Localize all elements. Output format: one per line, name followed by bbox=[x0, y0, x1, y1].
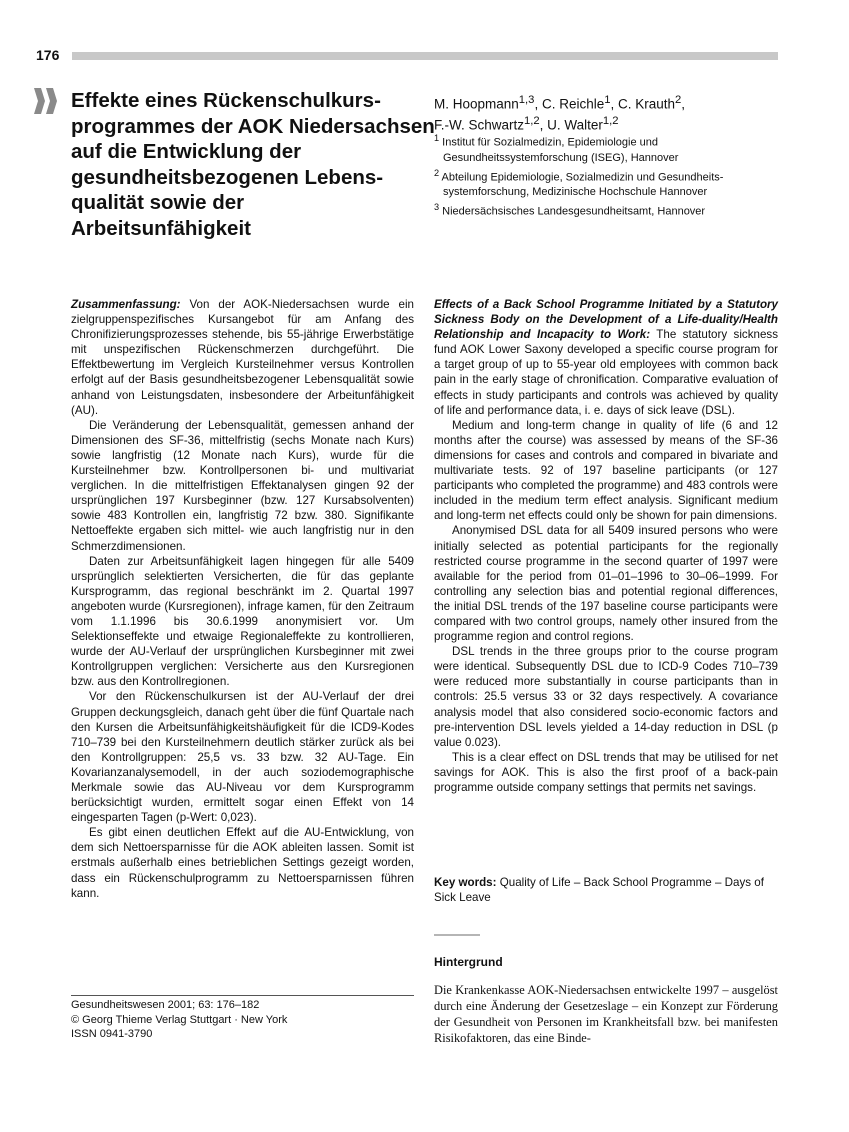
english-title: Effects of a Back School Programme Initiated by a Statutory Sickness Body on the Development of a Life-duality/Health Relationship and Incapacity to Work: bbox=[434, 298, 778, 342]
article-title bbox=[71, 88, 435, 241]
abstract-text: Von der AOK-Niedersachsen wurde ein zielgruppenspezifisches Kursangebot für am Anfang des Chronifizierungsprozesses stehende, bis 55-jährige Erwerbstätige mit unspezifischen Rückenschmerzen durchgeführt. Die Effektbewertung im Vergleich Kursteilnehmer versus Kontrollen erfolgt auf der Basis gesundheitsbezogener Lebensqualität sowie anhand von Leistungsdaten, insbesondere der Arbeitunfähigkeit (AU). bbox=[71, 298, 414, 417]
citation-issn: ISSN 0941-3790 bbox=[71, 1028, 153, 1040]
page-number: 176 bbox=[36, 47, 60, 63]
citation-publisher: © Georg Thieme Verlag Stuttgart · New York bbox=[71, 1013, 288, 1026]
title-line: auf die Entwicklung der bbox=[71, 140, 302, 163]
abstract-english bbox=[434, 297, 778, 795]
affiliation-text: Niedersächsisches Landesgesundheitsamt, Hannover bbox=[442, 205, 706, 218]
abstract-paragraph: Anonymised DSL data for all 5409 insured persons who were initially selected as potential participants for the regionally restricted course programme in the second quarter of 1997 were available for the period from 01–01–1996 to 30–06–1999. For controlling any selection bias and potential regional differences, the initial DSL trends of the 197 baseline course participants were compared with two control groups, namely other insured from the programme region and control regions. bbox=[434, 524, 778, 644]
abstract-paragraph: Daten zur Arbeitsunfähigkeit lagen hingegen für alle 5409 ursprünglich selektierten Versicherten, die für das geplante Kursprogramm, das regional beschränkt im 2. Quartal 1997 angeboten wurde (Kursregionen), infrage kamen, für den Zeitraum vom 1.1.1996 bis 30.6.1999 anonymisiert vor. Um Selektionseffekte und etwaige Regionaleffekte zu kontrollieren, wurde der AU-Verlauf der ursprünglichen Kursbeginner mit zwei Kontrollgruppen verglichen: Versicherte aus den Kursregionen bzw. aus den Kontrollregionen. bbox=[71, 554, 414, 689]
keywords-text: Quality of Life – Back School Programme – Days of Sick Leave bbox=[434, 876, 764, 905]
author-affil-ref: 1,3 bbox=[518, 94, 535, 106]
header-rule bbox=[72, 52, 778, 60]
section-rule bbox=[434, 934, 480, 936]
affiliation-number: 2 bbox=[434, 167, 440, 178]
author-affil-ref: 1,2 bbox=[524, 114, 540, 127]
author-name: , C. Reichle bbox=[534, 96, 605, 112]
keywords bbox=[434, 875, 778, 905]
affiliation-list bbox=[434, 131, 794, 220]
title-line: programmes der AOK Niedersachsen bbox=[71, 114, 435, 138]
affiliation-text: Abteilung Epidemiologie, Sozialmedizin und Gesundheits- bbox=[441, 171, 724, 184]
author-affil-ref: 1 bbox=[604, 94, 611, 106]
author-list bbox=[434, 92, 794, 133]
affiliation bbox=[434, 131, 794, 151]
author-line bbox=[434, 113, 794, 134]
abstract-text: The statutory sickness fund AOK Lower Saxony developed a specific course program for a target group of up to 55-year old employees with common back pain in the early stage of chronification. Comparative evaluation of effects in study participants and controls was achieved by quality of life and performance data, i. e. days of sick leave (DSL). bbox=[434, 328, 779, 417]
affiliation bbox=[434, 166, 794, 186]
double-chevron-icon bbox=[34, 88, 60, 114]
abstract-paragraph bbox=[71, 297, 414, 418]
abstract-paragraph bbox=[434, 297, 778, 418]
affiliation bbox=[434, 200, 794, 220]
section-heading: Hintergrund bbox=[434, 955, 503, 969]
keywords-label: Key words: bbox=[434, 876, 497, 889]
author-line bbox=[434, 92, 794, 113]
abstract-german bbox=[71, 297, 414, 901]
citation-rule bbox=[71, 995, 414, 996]
abstract-paragraph: Es gibt einen deutlichen Effekt auf die AU-Entwicklung, von dem sich Nettoersparnisse für die AOK ableiten lassen. Somit ist erstmals außerhalb eines betrieblichen Settings gezeigt worden, dass ein Rückenschulprogramm zu Nettoersparnissen führen kann. bbox=[71, 826, 414, 900]
affiliation-continuation: systemforschung, Medizinische Hochschule Hannover bbox=[443, 186, 708, 199]
abstract-paragraph: This is a clear effect on DSL trends that may be utilised for net savings for AOK. This is also the first proof of a back-pain programme outside company settings that permits net savings. bbox=[434, 750, 778, 794]
abstract-label: Zusammenfassung: bbox=[71, 298, 181, 311]
author-name: F.-W. Schwartz bbox=[434, 117, 525, 132]
author-name: , U. Walter bbox=[539, 117, 603, 132]
author-name: , C. Krauth bbox=[610, 96, 676, 112]
citation-journal: Gesundheitswesen 2001; 63: 176–182 bbox=[71, 999, 260, 1011]
citation-block bbox=[71, 998, 287, 1042]
author-name: M. Hoopmann bbox=[434, 96, 519, 112]
affiliation-number: 1 bbox=[434, 133, 440, 143]
author-separator: , bbox=[681, 96, 686, 112]
affiliation-continuation: Gesundheitssystemforschung (ISEG), Hannover bbox=[443, 151, 679, 164]
intro-paragraph: Die Krankenkasse AOK-Niedersachsen entwickelte 1997 – ausgelöst durch eine Änderung der Gesetzeslage – ein Konzept zur Förderung der Gesundheit von Personen im Krankheitsfall bzw. bei manifesten Risikofaktoren, das eine Binde- bbox=[434, 983, 778, 1045]
affiliation-number: 3 bbox=[434, 202, 440, 213]
title-line: gesundheitsbezogenen Lebens- bbox=[71, 165, 384, 189]
title-line: Arbeitsunfähigkeit bbox=[71, 216, 251, 240]
author-affil-ref: 1,2 bbox=[602, 114, 619, 127]
title-line: qualität sowie der bbox=[71, 191, 245, 214]
abstract-paragraph: Vor den Rückenschulkursen ist der AU-Verlauf der drei Gruppen deckungsgleich, danach geht über die fünf Quartale nach den Kursen die Arbeitsunfähigkeitshäufigkeit für die ICD9-Kodes 710–739 bei den Kursteilnehmern deutlich stärker zurück als bei den Kontrollgruppen: 25,5 vs. 33 bzw. 32 AU-Tage. Ein Kovarianzanalysemodell, in der auch soziodemographische Merkmale sowie das AU-Niveau vor dem Kursprogramm berücksichtigt wurden, ermittelt sogar einen Effekt von 14 eingesparten Tagen (p-Wert: 0,023). bbox=[71, 690, 414, 825]
title-line: Effekte eines Rückenschulkurs- bbox=[71, 89, 381, 112]
abstract-paragraph: DSL trends in the three groups prior to the course program were identical. Subsequently DSL due to ICD-9 Codes 710–739 were reduced more substantially in course participants than in controls: 25.5 versus 33 or 32 days respectively. A covariance analysis model that also considered socio-economic factors and pre-intervention DSL levels yielded a 14-day reduction in DSL (p value 0.023). bbox=[434, 645, 778, 749]
abstract-paragraph: Medium and long-term change in quality of life (6 and 12 months after the course) was assessed by means of the SF-36 dimensions for cases and controls and compared in bivariate and multivariate tests. 92 of 197 baseline participants (or 127 participants who completed the programme) and 483 controls were included in the medium term effect analysis. Significant medium and long-term net effects could only be shown for pain dimensions. bbox=[434, 418, 778, 523]
author-affil-ref: 2 bbox=[675, 94, 682, 106]
abstract-paragraph: Die Veränderung der Lebensqualität, gemessen anhand der Dimensionen des SF-36, mittelfristig (sechs Monate nach Kurs) sowie langfristig (12 Monate nach Kurs), wurde für die Kursteilnehmer bzw. Kontrollpersonen bi- und multivariat verglichen. In die mittelfristigen Effektanalysen gingen 92 der ursprünglichen 197 Kursbeginner (bzw. 127 Kursabsolventen) sowie 483 Kontrollen ein, langfristig 72 bzw. 380. Signifikante Nettoeffekte ergaben sich mittel- wie auch langfristig nur in den Schmerzdimensionen. bbox=[71, 418, 414, 553]
affiliation-text: Institut für Sozialmedizin, Epidemiologie und bbox=[442, 136, 658, 149]
